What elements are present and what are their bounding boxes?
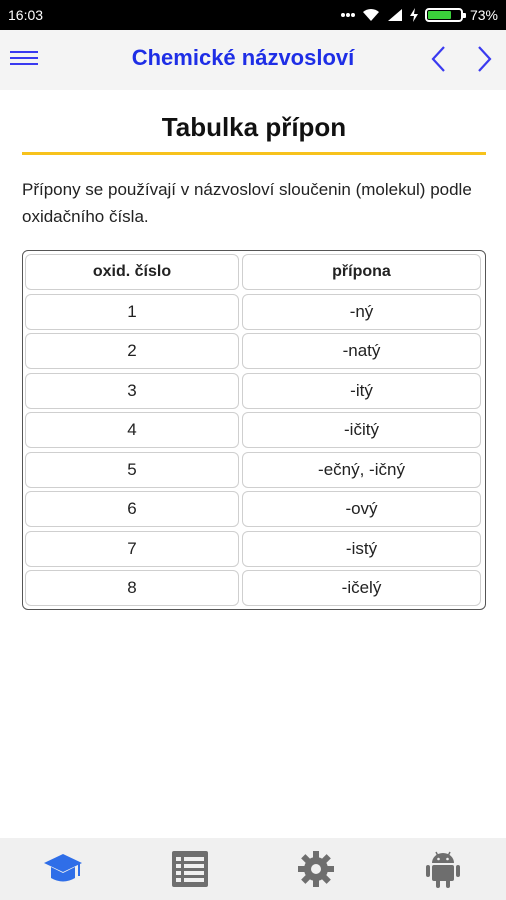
suffix-table — [22, 250, 486, 610]
title-divider — [22, 152, 486, 155]
signal-icon — [387, 8, 403, 22]
suffix-cell: -ečný, -ičný — [242, 452, 481, 488]
gear-icon[interactable] — [291, 844, 341, 894]
oxidation-number-cell: 4 — [25, 412, 239, 448]
status-bar — [0, 0, 506, 30]
header-oxidation-number: oxid. číslo — [25, 254, 239, 290]
app-bar — [0, 30, 506, 90]
status-icons — [341, 7, 498, 23]
table-row — [25, 294, 483, 330]
table-row — [25, 531, 483, 567]
suffix-cell: -ičitý — [242, 412, 481, 448]
oxidation-number-cell: 3 — [25, 373, 239, 409]
charging-icon — [410, 8, 418, 22]
more-dots-icon — [341, 12, 355, 18]
oxidation-number-cell: 8 — [25, 570, 239, 606]
suffix-cell: -ový — [242, 491, 481, 527]
list-icon[interactable] — [165, 844, 215, 894]
suffix-cell: -natý — [242, 333, 481, 369]
table-row — [25, 452, 483, 488]
page-title: Tabulka přípon — [161, 112, 347, 142]
oxidation-number-cell: 2 — [25, 333, 239, 369]
suffix-cell: -ný — [242, 294, 481, 330]
suffix-cell: -ičelý — [242, 570, 481, 606]
chevron-left-icon[interactable] — [426, 44, 452, 74]
battery-icon — [425, 8, 463, 22]
app-title: Chemické názvosloví — [131, 45, 355, 70]
wifi-icon — [362, 8, 380, 22]
graduation-cap-icon[interactable] — [38, 844, 88, 894]
header-suffix: přípona — [242, 254, 481, 290]
battery-percent: 73% — [469, 7, 498, 23]
table-row — [25, 412, 483, 448]
suffix-cell: -istý — [242, 531, 481, 567]
bottom-nav — [0, 838, 506, 900]
table-row — [25, 333, 483, 369]
oxidation-number-cell: 1 — [25, 294, 239, 330]
oxidation-number-cell: 7 — [25, 531, 239, 567]
table-row — [25, 491, 483, 527]
table-row — [25, 570, 483, 606]
status-time: 16:03 — [8, 7, 44, 23]
suffix-cell: -itý — [242, 373, 481, 409]
android-icon[interactable] — [418, 844, 468, 894]
oxidation-number-cell: 6 — [25, 491, 239, 527]
table-header-row — [25, 254, 483, 290]
battery-fill — [428, 11, 451, 19]
intro-text: Přípony se používají v názvosloví sloučenin (molekul) podle oxidačního čísla. — [22, 180, 472, 226]
table-row — [25, 373, 483, 409]
oxidation-number-cell: 5 — [25, 452, 239, 488]
chevron-right-icon[interactable] — [471, 44, 497, 74]
